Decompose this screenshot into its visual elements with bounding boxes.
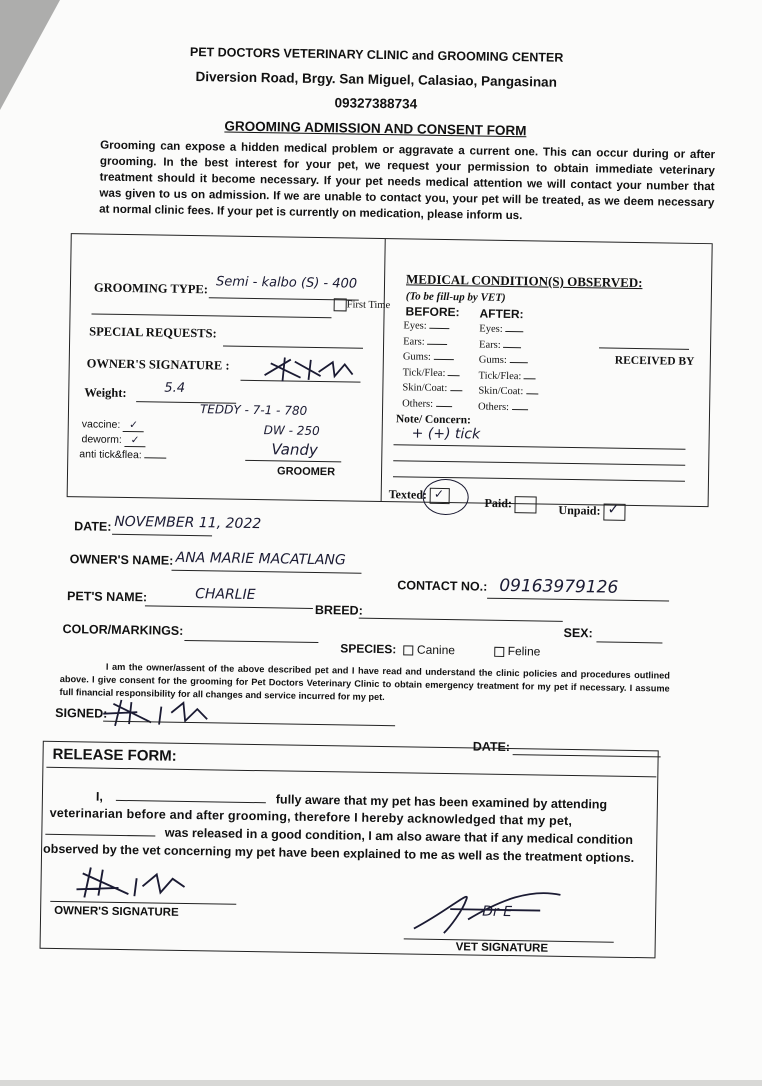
release-owner-sig-label: OWNER'S SIGNATURE	[54, 904, 179, 919]
color-markings-label: COLOR/MARKINGS:	[62, 622, 184, 638]
contact-label: CONTACT NO.:	[397, 578, 488, 594]
texted-circle-mark	[422, 479, 469, 516]
breed-line	[359, 618, 563, 622]
signed-label: SIGNED:	[55, 705, 108, 721]
clinic-name: PET DOCTORS VETERINARY CLINIC and GROOMING CENTER	[189, 44, 564, 65]
first-time-field[interactable]	[334, 298, 391, 312]
before-tick-flea[interactable]: Tick/Flea:	[403, 365, 463, 381]
after-gums[interactable]: Gums:	[479, 353, 539, 369]
contact-line	[487, 598, 669, 602]
deworm-mark[interactable]: ✓	[125, 434, 146, 447]
pet-name-value[interactable]: CHARLIE	[195, 586, 256, 604]
texted-label: Texted:	[388, 487, 428, 502]
medical-subtitle: (To be fill-up by VET)	[405, 290, 506, 304]
unpaid-checkbox[interactable]	[603, 501, 625, 521]
release-vet-sig-label: VET SIGNATURE	[455, 941, 549, 955]
before-eyes[interactable]: Eyes:	[403, 318, 463, 334]
grooming-note-1: TEDDY - 7-1 - 780	[199, 402, 308, 418]
release-name-line[interactable]	[116, 800, 266, 803]
vaccine-mark[interactable]: ✓	[123, 419, 144, 432]
pet-name-label: PET'S NAME:	[66, 589, 148, 605]
date2-label: DATE:	[472, 739, 511, 755]
after-ears[interactable]: Ears:	[479, 337, 539, 353]
sex-line	[596, 641, 662, 643]
release-text-d: observed by the vet concerning my pet have been explained to me as well as the treatment options.	[42, 841, 635, 866]
deworm-field[interactable]	[81, 433, 145, 446]
clinic-phone: 09327388734	[334, 95, 418, 112]
intro-paragraph: Grooming can expose a hidden medical problem or aggravate a current one. This can occur during or after grooming. In the best interest for your pet, we request your permission to obtain immediate veterinary treatment should it become necessary. If your pet needs medical attention we will contact your number that was given to us on admission. If we are unable to contact you, your pet will be treated, as we deem necessary at normal clinic fees. If your pet is currently on medication, please inform us.	[99, 138, 716, 223]
first-time-checkbox[interactable]	[334, 298, 347, 311]
first-time-label: First Time	[346, 299, 391, 312]
owner-signature-label: OWNER'S SIGNATURE :	[86, 356, 230, 373]
paid-checkbox[interactable]	[515, 496, 537, 513]
anti-tick-field[interactable]	[79, 448, 167, 461]
owner-name-line	[171, 570, 361, 574]
species-field	[340, 641, 540, 658]
paid-label: Paid:	[484, 495, 513, 511]
weight-value[interactable]: 5.4	[164, 380, 186, 396]
special-requests-label: SPECIAL REQUESTS:	[89, 324, 217, 341]
owner-signature-mark	[260, 353, 360, 385]
received-by-label: RECEIVED BY	[614, 354, 695, 368]
medical-title: MEDICAL CONDITION(S) OBSERVED:	[405, 271, 643, 291]
weight-label: Weight:	[84, 385, 127, 401]
owner-name-value[interactable]: ANA MARIE MACATLANG	[175, 549, 346, 569]
date-label: DATE:	[74, 519, 112, 534]
deworm-label: deworm:	[81, 433, 122, 446]
release-text-c: was released in a good condition, I am also aware that if any medical condition	[164, 825, 634, 848]
after-eyes[interactable]: Eyes:	[479, 322, 539, 338]
owner-name-label: OWNER'S NAME:	[69, 552, 174, 568]
before-ears[interactable]: Ears:	[403, 334, 463, 350]
anti-tick-line	[145, 457, 167, 458]
texted-mark: ✓	[433, 487, 445, 502]
paid-field[interactable]	[484, 496, 537, 514]
before-label: BEFORE:	[405, 304, 460, 320]
release-i-label: I,	[95, 789, 103, 804]
before-gums[interactable]: Gums:	[403, 349, 463, 365]
canine-label: Canine	[416, 642, 456, 658]
breed-label: BREED:	[314, 602, 363, 618]
feline-label: Feline	[507, 644, 541, 659]
signed-signature-mark	[101, 696, 221, 730]
release-owner-signature-mark	[72, 863, 193, 905]
contact-value[interactable]: 09163979126	[499, 575, 619, 598]
grooming-type-value[interactable]: Semi - kalbo (S) - 400	[215, 274, 358, 292]
unpaid-label: Unpaid:	[558, 503, 601, 518]
after-list	[478, 322, 539, 416]
release-title: RELEASE FORM:	[52, 745, 177, 765]
form-title: GROOMING ADMISSION AND CONSENT FORM	[224, 118, 527, 139]
color-markings-line	[184, 640, 318, 643]
anti-tick-label: anti tick&flea:	[79, 448, 142, 462]
before-others[interactable]: Others:	[402, 396, 462, 412]
date-value[interactable]: NOVEMBER 11, 2022	[114, 513, 262, 533]
canine-checkbox[interactable]	[404, 645, 414, 655]
groomer-name: Vandy	[271, 440, 318, 460]
sex-label: SEX:	[563, 625, 593, 641]
after-label: AFTER:	[479, 306, 524, 322]
note-label: Note/ Concern:	[395, 413, 472, 427]
clinic-address: Diversion Road, Brgy. San Miguel, Calasiao, Pangasinan	[195, 69, 558, 90]
unpaid-field[interactable]	[558, 503, 625, 521]
after-skin-coat[interactable]: Skin/Coat:	[478, 384, 538, 400]
release-text-b: veterinarian before and after grooming, therefore I hereby acknowledged that my pet,	[49, 805, 573, 829]
release-text-a: fully aware that my pet has been examined by attending	[275, 792, 608, 812]
before-list	[402, 318, 463, 412]
species-label: SPECIES:	[340, 641, 397, 657]
grooming-type-label: GROOMING TYPE:	[93, 280, 209, 297]
date-line	[112, 534, 212, 537]
after-others[interactable]: Others:	[478, 399, 538, 415]
vaccine-field[interactable]	[82, 418, 144, 431]
groomer-label: GROOMER	[276, 465, 336, 479]
feline-checkbox[interactable]	[494, 647, 504, 657]
unpaid-mark: ✓	[607, 501, 620, 518]
release-pet-line[interactable]	[45, 834, 155, 837]
note-value[interactable]: + (+) tick	[411, 425, 481, 443]
grooming-note-2: DW - 250	[263, 423, 320, 439]
after-tick-flea[interactable]: Tick/Flea:	[478, 368, 538, 384]
vet-signature-initials: Dr E	[482, 903, 513, 921]
vaccine-label: vaccine:	[81, 418, 121, 431]
consent-text: I am the owner/assent of the above described pet and I have read and understand the clinic policies and procedures outlined above. I give consent for the grooming for Pet Doctors Veterinary Clinic to obtain emergency treatment for my pet if necessary. I assume full financial responsibility for all changes and service incurred for my pet.	[59, 661, 670, 703]
before-skin-coat[interactable]: Skin/Coat:	[402, 380, 462, 396]
pet-name-line	[145, 605, 313, 609]
